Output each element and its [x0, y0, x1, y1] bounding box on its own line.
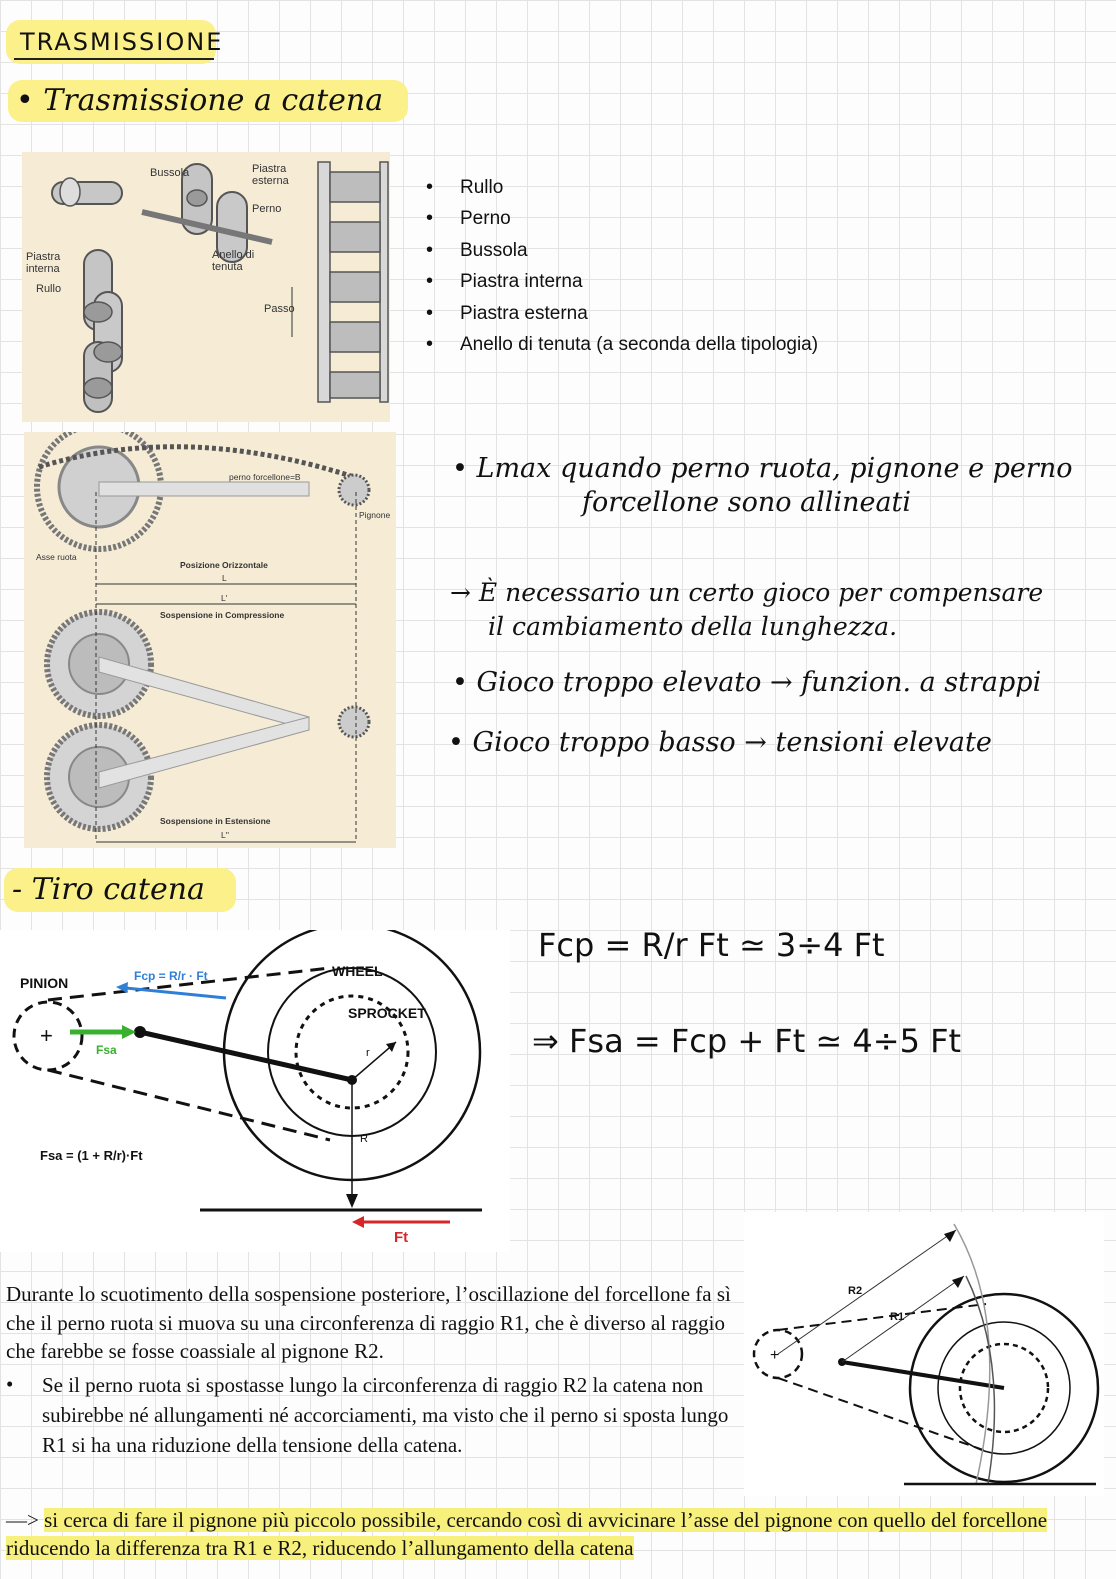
bullet-marker: • — [6, 1372, 14, 1396]
note-lmax-line2: forcellone sono allineati — [582, 487, 912, 518]
note-gioco-alto: • Gioco troppo elevato → funzion. a strappi — [452, 667, 1042, 698]
label-r1: R1 — [890, 1311, 905, 1323]
page-title: TRASMISSIONE — [6, 20, 216, 64]
section-heading-chain: • Trasmissione a catena — [8, 80, 408, 122]
label-piastra-esterna: Piastra — [252, 163, 287, 175]
label-ft: Ft — [394, 1229, 409, 1246]
list-item: • Anello di tenuta (a seconda della tipologia) — [426, 329, 818, 360]
list-item: • Piastra interna — [426, 266, 818, 297]
suspension-figure — [24, 432, 396, 848]
title-underline — [14, 58, 214, 60]
section-heading-tiro: - Tiro catena — [4, 868, 236, 912]
note-gioco — [450, 576, 1110, 644]
label-Lp: L' — [221, 593, 228, 603]
note-gioco-basso: • Gioco troppo basso → tensioni elevate — [448, 727, 992, 758]
radius-diagram — [744, 1212, 1104, 1496]
label-bussola: Bussola — [150, 167, 190, 179]
label-passo: Passo — [264, 303, 295, 315]
paragraph-oscillation: Durante lo scuotimento della sospensione posteriore, l’oscillazione del forcellone fa sì che il perno ruota si muova su una circonferenza di raggio R1, che è diverso al raggio che farebbe se fosse coassiale al pignone R2. — [6, 1282, 731, 1363]
label-r2: R2 — [848, 1285, 863, 1297]
svg-text:+: + — [770, 1347, 780, 1364]
label-fsa-formula: Fsa = (1 + R/r)·Ft — [40, 1148, 143, 1163]
label-Lpp: L'' — [221, 830, 229, 840]
list-item: • Rullo — [426, 172, 818, 203]
list-item: • Piastra esterna — [426, 298, 818, 329]
label-fcp: Fcp = R/r · Ft — [134, 969, 208, 983]
label-anello: Anello di — [212, 249, 255, 261]
chain-parts-list — [426, 172, 818, 360]
note-gioco-line1: → È necessario un certo gioco per compensare — [450, 578, 1044, 607]
note-lmax-line1: • Lmax quando perno ruota, pignone e perno — [452, 453, 1073, 484]
chain-parts-illustration — [22, 152, 390, 422]
radius-figure — [744, 1212, 1104, 1496]
label-r-big: R — [360, 1133, 368, 1145]
label-compressione: Sospensione in Compressione — [160, 610, 285, 620]
chain-pull-diagram — [0, 930, 510, 1252]
label-pignone: Pignone — [359, 510, 391, 520]
label-r-small: r — [366, 1047, 370, 1059]
paragraph-bullet: Se il perno ruota si spostasse lungo la circonferenza di raggio R2 la catena non subirebbe né allungamenti né accorciamenti, ma visto che il perno si sposta lungo R1 si ha una riduzione della tensione della catena. — [42, 1373, 729, 1457]
conclusion-text: si cerca di fare il pignone più piccolo possibile, cercando così di avvicinare l’asse del pignone con quello del forcellone riducendo la differenza tra R1 e R2, riducendo l’allungamento della catena — [6, 1508, 1048, 1560]
label-wheel: WHEEL — [332, 963, 383, 979]
formula-fcp: Fcp = R/r Ft ≃ 3÷4 Ft — [538, 926, 885, 964]
label-piastra-interna: Piastra — [26, 251, 61, 263]
list-item: • Bussola — [426, 235, 818, 266]
chain-parts-figure — [22, 152, 390, 422]
conclusion-arrow: —> — [6, 1508, 39, 1532]
list-item: • Perno — [426, 203, 818, 234]
label-perno: Perno — [252, 203, 282, 215]
suspension-illustration — [24, 432, 396, 848]
label-anello-2: tenuta — [212, 261, 243, 273]
label-asse-ruota: Asse ruota — [36, 552, 77, 562]
label-pinion: PINION — [20, 975, 69, 991]
label-sprocket: SPROCKET — [348, 1005, 426, 1021]
label-perno-forcellone: perno forcellone=B — [229, 472, 301, 482]
label-rullo: Rullo — [36, 283, 62, 295]
label-piastra-interna-2: interna — [26, 263, 60, 275]
note-lmax — [452, 452, 1112, 520]
svg-text:+: + — [40, 1023, 53, 1048]
label-piastra-esterna-2: esterna — [252, 175, 289, 187]
label-L: L — [222, 573, 227, 583]
formula-fsa: ⇒ Fsa = Fcp + Ft ≃ 4÷5 Ft — [532, 1022, 962, 1060]
label-estensione: Sospensione in Estensione — [160, 816, 271, 826]
label-fsa: Fsa — [96, 1043, 117, 1057]
chain-pull-figure — [0, 930, 510, 1252]
note-gioco-line2: il cambiamento della lunghezza. — [488, 612, 898, 641]
conclusion — [6, 1506, 1086, 1562]
label-posizione-orizzontale: Posizione Orizzontale — [180, 560, 268, 570]
